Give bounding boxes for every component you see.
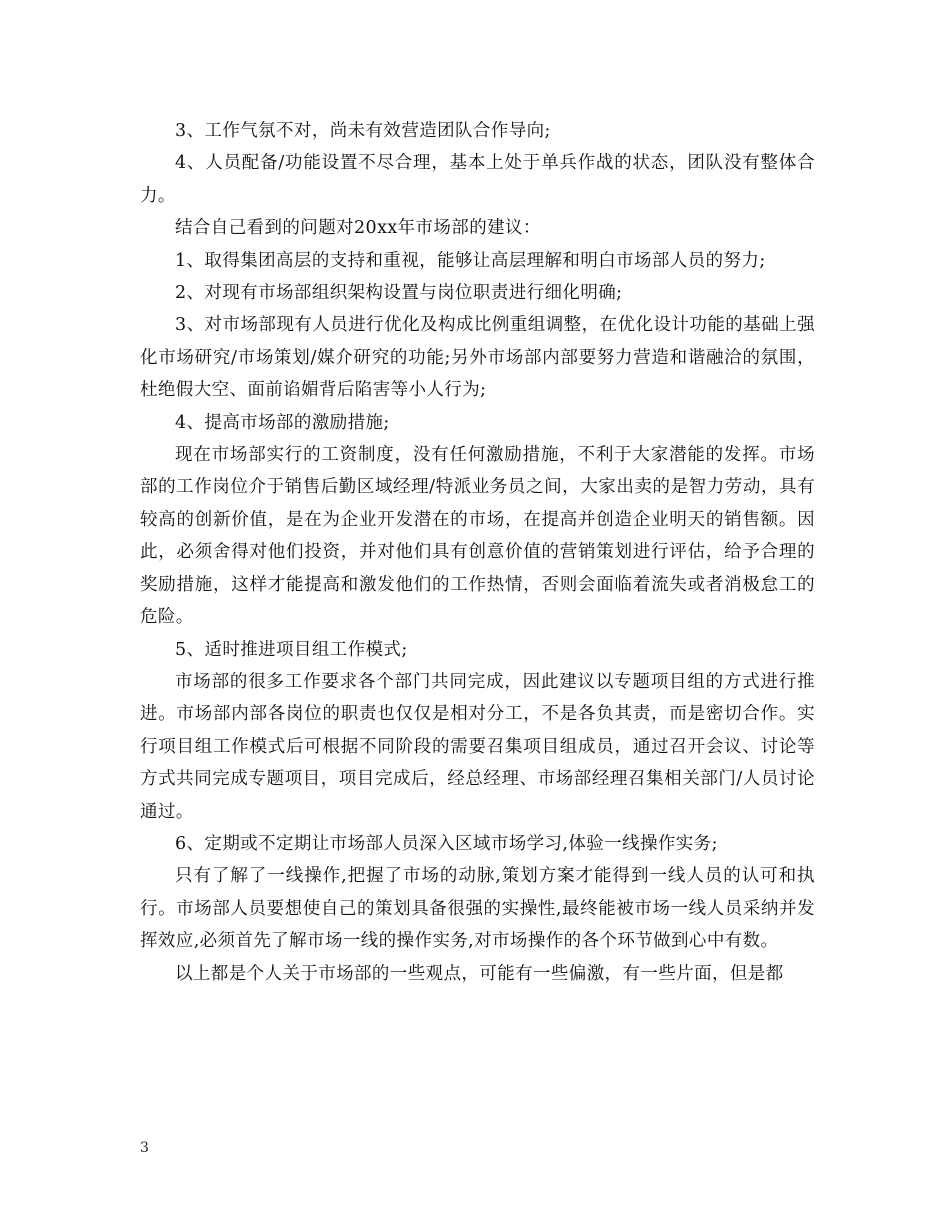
paragraph: 4、提高市场部的激励措施; xyxy=(175,412,390,433)
paragraph: 1、取得集团高层的支持和重视，能够让高层理解和明白市场部人员的努力; xyxy=(175,250,766,271)
paragraph: 5、适时推进项目组工作模式; xyxy=(175,639,408,660)
paragraph: 4、人员配备/功能设置不尽合理，基本上处于单兵作战的状态，团队没有整体合力。 xyxy=(140,153,815,206)
page-number: 3 xyxy=(140,1140,149,1156)
paragraph: 结合自己看到的问题对20xx年市场部的建议： xyxy=(175,218,541,239)
paragraph: 2、对现有市场部组织架构设置与岗位职责进行细化明确; xyxy=(175,283,623,304)
paragraph: 市场部的很多工作要求各个部门共同完成，因此建议以专题项目组的方式进行推进。市场部内部各岗位的职责也仅仅是相对分工，不是各负其责，而是密切合作。实行项目组工作模式后可根据不同阶段的需要召集项目组成员，通过召开会议、讨论等方式共同完成专题项目，项目完成后，经总经理、市场部经理召集相关部门/人员讨论通过。 xyxy=(140,671,815,822)
paragraph: 只有了解了一线操作,把握了市场的动脉,策划方案才能得到一线人员的认可和执行。市场部人员要想使自己的策划具备很强的实操性,最终能被市场一线人员采纳并发挥效应,必须首先了解市场一线的操作实务,对市场操作的各个环节做到心中有数。 xyxy=(140,866,815,952)
paragraph: 以上都是个人关于市场部的一些观点，可能有一些偏激，有一些片面，但是都 xyxy=(175,963,784,984)
paragraph: 3、工作气氛不对，尚未有效营造团队合作导向; xyxy=(175,121,551,141)
paragraph: 现在市场部实行的工资制度，没有任何激励措施，不利于大家潜能的发挥。市场部的工作岗位介于销售后勤区域经理/特派业务员之间，大家出卖的是智力劳动，具有较高的创新价值，是在为企业开发潜在的市场，在提高并创造企业明天的销售额。因此，必须舍得对他们投资，并对他们具有创意价值的营销策划进行评估，给予合理的奖励措施，这样才能提高和激发他们的工作热情，否则会面临着流失或者消极怠工的危险。 xyxy=(140,445,815,628)
paragraph: 6、定期或不定期让市场部人员深入区域市场学习,体验一线操作实务; xyxy=(175,833,718,854)
body-text xyxy=(140,115,815,990)
paragraph: 3、对市场部现有人员进行优化及构成比例重组调整，在优化设计功能的基础上强化市场研究/市场策划/媒介研究的功能;另外市场部内部要努力营造和谐融洽的氛围，杜绝假大空、面前谄媚背后陷害等小人行为; xyxy=(140,315,815,401)
